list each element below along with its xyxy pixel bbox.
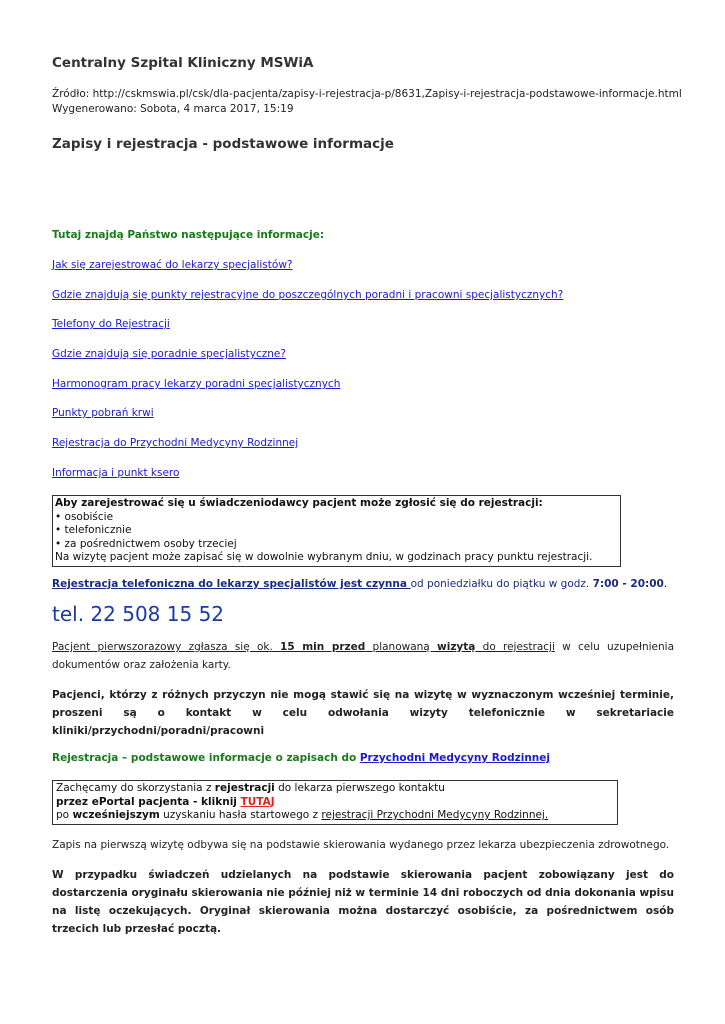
list-item: • za pośrednictwem osoby trzeciej (55, 537, 237, 550)
eportal-line-3: po wcześniejszym uzyskaniu hasła startowego z rejestracji Przychodni Medycyny Rodzinnej. (56, 809, 549, 821)
phone-reg-hours: 7:00 - 20:00 (592, 578, 664, 590)
link-info-copy-point[interactable]: Informacja i punkt ksero (52, 467, 180, 479)
link-register-specialists[interactable]: Jak się zarejestrować do lekarzy specjalistów? (52, 259, 293, 271)
phone-reg-days: od poniedziałku do piątku w godz. (410, 578, 593, 590)
document-meta (52, 87, 692, 117)
site-title: Centralny Szpital Kliniczny MSWiA (52, 55, 314, 71)
referral-note: W przypadku świadczeń udzielanych na podstawie skierowania pacjent zobowiązany jest do dostarczenia oryginału skierowania nie później niż w terminie 14 dni roboczych od dnia dokonania wpisu na listę oczekujących. Oryginał skierowania można dostarczyć osobiście, za pośrednictwem osób trzecich lub przesłać pocztą. (52, 869, 674, 935)
box-footer: Na wizytę pacjent może zapisać się w dowolnie wybranym dniu, w godzinach pracy punktu rejestracji. (55, 551, 593, 563)
link-registration-points[interactable]: Gdzie znajdują się punkty rejestracyjne do poszczególnych poradni i pracowni specjalistycznych? (52, 289, 564, 301)
intro-heading: Tutaj znajdą Państwo następujące informacje: (52, 229, 325, 241)
link-blood-collection[interactable]: Punkty pobrań krwi (52, 407, 154, 419)
eportal-box (52, 780, 618, 825)
link-specialist-clinics[interactable]: Gdzie znajdują się poradnie specjalistyczne? (52, 348, 286, 360)
phone-reg-specialists: do lekarzy specjalistów jest czynna (194, 578, 411, 590)
link-registration-phones[interactable]: Telefony do Rejestracji (52, 318, 170, 330)
generated-date: Wygenerowano: Sobota, 4 marca 2017, 15:19 (52, 103, 294, 115)
list-item: • osobiście (55, 510, 114, 523)
first-visit-note: Zapis na pierwszą wizytę odbywa się na podstawie skierowania wydanego przez lekarza ubezpieczenia zdrowotnego. (52, 839, 670, 851)
eportal-tutaj-link[interactable]: TUTAJ (240, 795, 275, 808)
eportal-line-2: przez ePortal pacjenta - kliknij TUTAJ (56, 795, 275, 808)
box-heading: Aby zarejestrować się u świadczeniodawcy pacjent może zgłosić się do rejestracji: (55, 497, 543, 509)
eportal-line-1: Zachęcamy do skorzystania z rejestracji do lekarza pierwszego kontaktu (56, 782, 445, 794)
source-url: Źródło: http://cskmswia.pl/csk/dla-pacjenta/zapisy-i-rejestracja-p/8631,Zapisy-i-rejestracja-podstawowe-informacje.html (52, 88, 682, 100)
list-item: • telefonicznie (55, 524, 132, 536)
registration-methods-box (52, 495, 621, 567)
link-family-medicine[interactable]: Rejestracja do Przychodni Medycyny Rodzinnej (52, 437, 299, 449)
family-medicine-heading: Rejestracja – podstawowe informacje o zapisach do Przychodni Medycyny Rodzinnej (52, 752, 551, 764)
phone-registration-hours: Rejestracja telefoniczna do lekarzy specjalistów jest czynna od poniedziałku do piątku w godz. 7:00 - 20:00. (52, 578, 668, 590)
article-title: Zapisy i rejestracja - podstawowe informacje (52, 136, 394, 152)
phone-reg-label: Rejestracja telefoniczna (52, 578, 195, 590)
family-registration-link[interactable]: rejestracji Przychodni Medycyny Rodzinnej. (321, 809, 549, 821)
cancellation-note: Pacjenci, którzy z różnych przyczyn nie mogą stawić się na wizytę w wyznaczonym wcześniej terminie, proszeni są o kontakt w celu odwołania wizyty telefonicznie w sekretariacie kliniki/przychodni/poradni/pracowni (52, 689, 674, 737)
phone-number: tel. 22 508 15 52 (52, 602, 225, 626)
first-time-patient-note: Pacjent pierwszorazowy zgłasza się ok. 15 min przed planowaną wizytą do rejestracji w celu uzupełnienia dokumentów oraz założenia karty. (52, 641, 675, 671)
family-medicine-link[interactable]: Przychodni Medycyny Rodzinnej (359, 752, 551, 764)
link-doctors-schedule[interactable]: Harmonogram pracy lekarzy poradni specjalistycznych (52, 378, 341, 390)
